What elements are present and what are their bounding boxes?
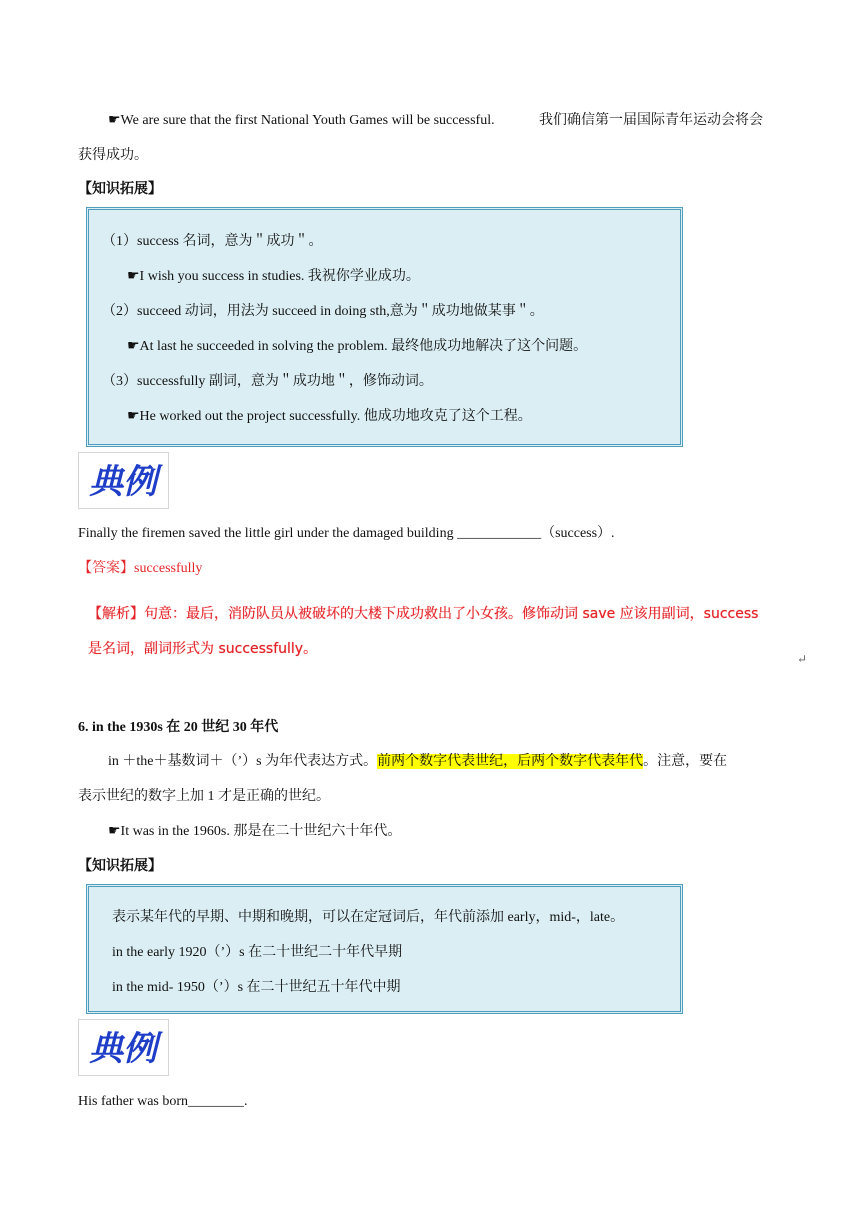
highlighted-text: 前两个数字代表世纪，后两个数字代表年代	[377, 754, 644, 769]
answer-value: successfully	[134, 561, 203, 576]
example-sentence-cn: 我们确信第一届国际青年运动会将会	[539, 113, 763, 128]
section-example: ☛It was in the 1960s. 那是在二十世纪六十年代。	[108, 824, 402, 839]
extension-rule: 表示某年代的早期、中期和晚期，可以在定冠词后，年代前添加 early，mid-，late。	[112, 910, 625, 925]
analysis-line: 【解析】句意：最后，消防队员从被破坏的大楼下成功救出了小女孩。修饰动词 save 应该用副词，success	[88, 606, 759, 622]
stamp-label: 典例	[89, 1029, 157, 1069]
knowledge-extension-box	[86, 207, 683, 447]
paragraph-text: in ＋the＋基数词＋（’）s 为年代表达方式。	[108, 754, 378, 769]
paragraph-text: 。注意，要在	[643, 754, 728, 769]
section-title: 6. in the 1930s 在 20 世纪 30 年代	[78, 720, 279, 735]
extension-example: in the early 1920（’）s 在二十世纪二十年代早期	[112, 945, 403, 960]
knowledge-extension-heading: 【知识拓展】	[78, 182, 162, 197]
usage-example: ☛I wish you success in studies. 我祝你学业成功。	[127, 269, 420, 284]
typical-example-stamp	[78, 452, 169, 509]
usage-example: ☛At last he succeeded in solving the problem. 最终他成功地解决了这个问题。	[127, 339, 588, 354]
usage-succeed-verb: （2）succeed 动词，用法为 succeed in doing sth,意为＂成功地做某事＂。	[102, 304, 544, 319]
exercise-question: Finally the firemen saved the little girl under the damaged building ____________（success）.	[78, 526, 615, 541]
analysis-line: 是名词，副词形式为 successfully。	[88, 641, 318, 657]
extension-example: in the mid- 1950（’）s 在二十世纪五十年代中期	[112, 980, 401, 995]
example-sentence-cn-continued: 获得成功。	[78, 148, 148, 163]
answer-line	[78, 559, 202, 579]
usage-example: ☛He worked out the project successfully. 他成功地攻克了这个工程。	[127, 409, 532, 424]
typical-example-stamp	[78, 1019, 169, 1076]
usage-success-noun: （1）success 名词，意为＂成功＂。	[102, 234, 323, 249]
paragraph-return-mark: ↵	[797, 652, 808, 666]
typical-example-stamp-graphic	[79, 1020, 168, 1075]
knowledge-extension-heading: 【知识拓展】	[78, 859, 162, 874]
example-sentence-en: ☛We are sure that the first National Youth Games will be successful.	[108, 113, 495, 128]
usage-successfully-adverb: （3）successfully 副词，意为＂成功地＂，修饰动词。	[102, 374, 433, 389]
knowledge-extension-box	[86, 884, 683, 1014]
section-paragraph	[108, 752, 727, 772]
exercise-question: His father was born________.	[78, 1094, 248, 1109]
typical-example-stamp-graphic	[79, 453, 168, 508]
stamp-label: 典例	[89, 462, 157, 502]
section-paragraph-continued: 表示世纪的数字上加 1 才是正确的世纪。	[78, 789, 330, 804]
answer-label: 【答案】	[78, 561, 134, 576]
